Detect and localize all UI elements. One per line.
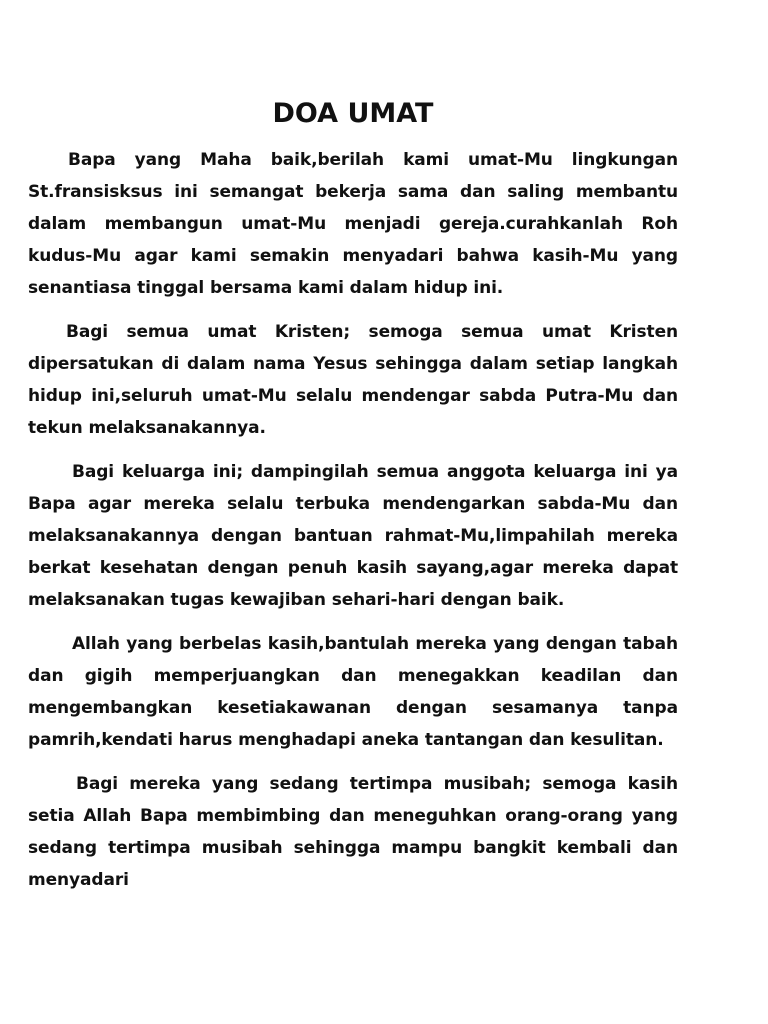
page-title: DOA UMAT: [272, 98, 434, 129]
document-page: [28, 96, 678, 896]
paragraph-1: Bapa yang Maha baik,berilah kami umat-Mu lingkungan St.fransisksus ini semangat bekerja sama dan saling membantu dalam membangun umat-Mu menjadi gereja.curahkanlah Roh kudus-Mu agar kami semakin menyadari bahwa kasih-Mu yang senantiasa tinggal bersama kami dalam hidup ini.: [28, 150, 678, 298]
paragraph-4: Allah yang berbelas kasih,bantulah mereka yang dengan tabah dan gigih memperjuangkan dan menegakkan keadilan dan mengembangkan kesetiakawanan dengan sesamanya tanpa pamrih,kendati harus menghadapi aneka tantangan dan kesulitan.: [28, 634, 678, 750]
paragraph-3: Bagi keluarga ini; dampingilah semua anggota keluarga ini ya Bapa agar mereka selalu terbuka mendengarkan sabda-Mu dan melaksanakannya dengan bantuan rahmat-Mu,limpahilah mereka berkat kesehatan dengan penuh kasih sayang,agar mereka dapat melaksanakan tugas kewajiban sehari-hari dengan baik.: [28, 462, 678, 610]
paragraph-5: Bagi mereka yang sedang tertimpa musibah; semoga kasih setia Allah Bapa membimbing dan meneguhkan orang-orang yang sedang tertimpa musibah sehingga mampu bangkit kembali dan menyadari: [28, 774, 678, 890]
paragraph-2: Bagi semua umat Kristen; semoga semua umat Kristen dipersatukan di dalam nama Yesus sehingga dalam setiap langkah hidup ini,seluruh umat-Mu selalu mendengar sabda Putra-Mu dan tekun melaksanakannya.: [28, 322, 678, 438]
